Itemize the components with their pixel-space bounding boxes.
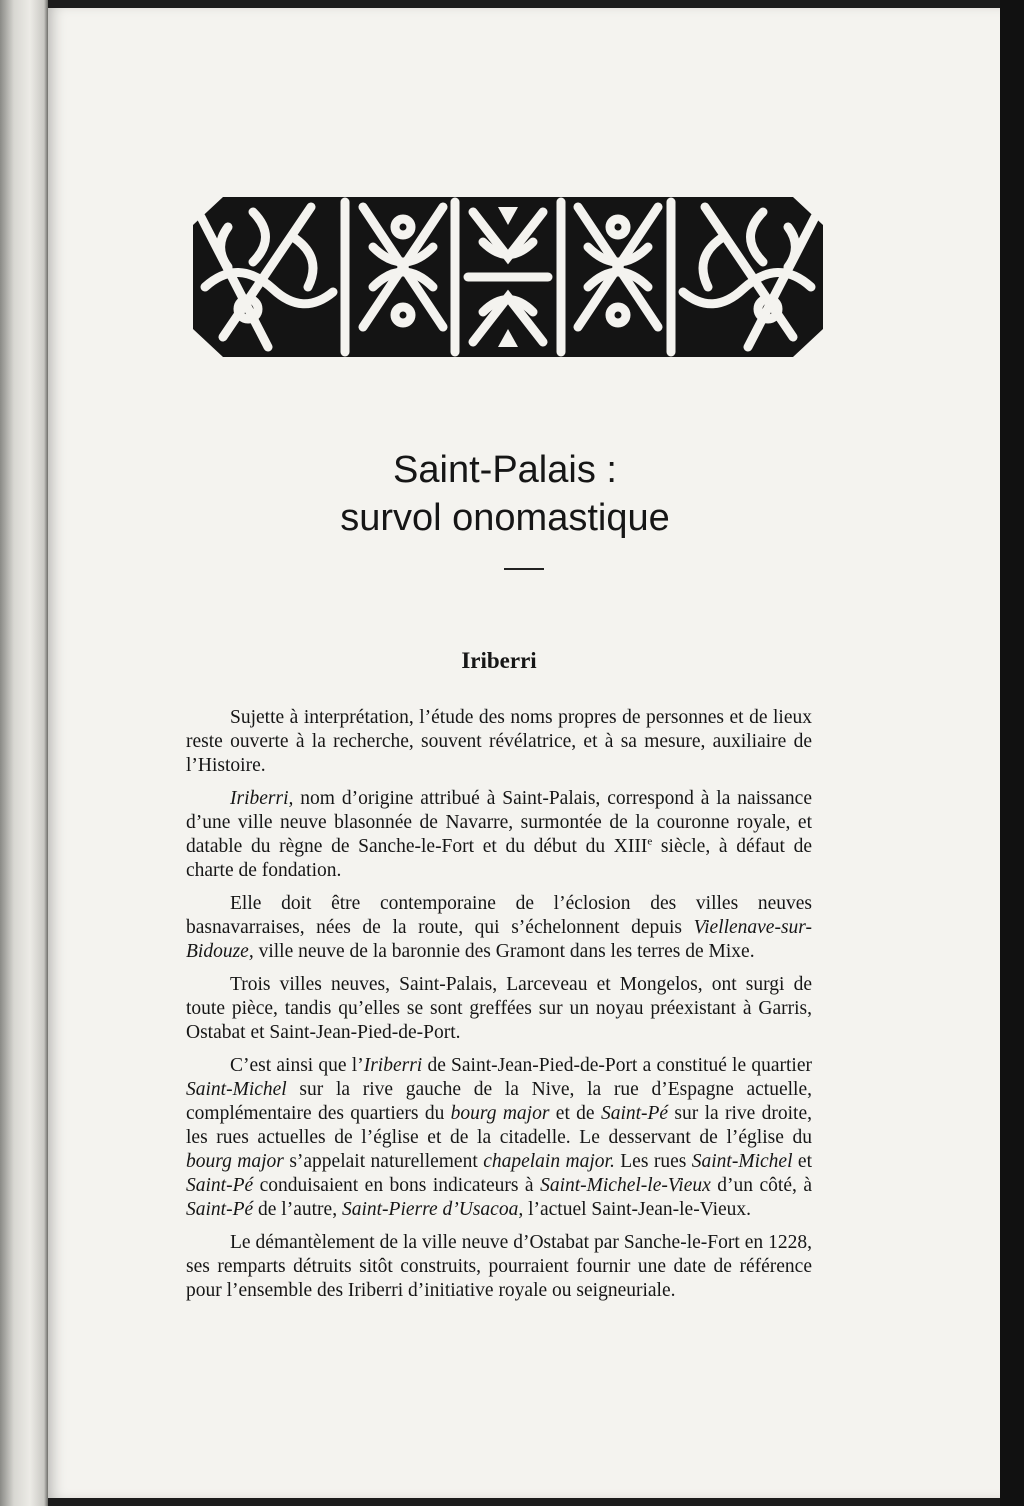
paragraph	[186, 892, 812, 964]
text-run: sur la rive gauche de la Nive, la rue d’Espagne actuelle, complémentaire des quartiers du	[186, 1079, 812, 1124]
italic-run: Viellenave-sur-Bidouze,	[186, 917, 812, 962]
text-run: d’un côté, à	[710, 1175, 812, 1196]
page-title	[180, 446, 830, 542]
italic-run: bourg major	[450, 1103, 550, 1124]
facing-page-edge	[0, 0, 48, 1506]
text-run: ville neuve de la baronnie des Gramont dans les terres de Mixe.	[253, 941, 755, 962]
text-run: Le démantèlement de la ville neuve d’Ostabat par Sanche-le-Fort en 1228, ses remparts détruits sitôt construits, pourraient fournir une date de référence pour l’ensemble des Iriberri d’initiative royale ou seigneuriale.	[186, 1232, 812, 1301]
text-run: s’appelait naturellement	[283, 1151, 484, 1172]
title-rule	[504, 568, 544, 570]
paragraph	[186, 1231, 812, 1303]
italic-run: Saint-Michel	[186, 1079, 287, 1100]
italic-run: Saint-Michel-le-Vieux	[540, 1175, 711, 1196]
text-run: conduisaient en bons indicateurs à	[253, 1175, 541, 1196]
superscript: e	[647, 835, 653, 848]
section-heading: Iriberri	[461, 648, 537, 673]
text-run: C’est ainsi que l’	[230, 1055, 364, 1076]
text-run: de l’autre,	[253, 1199, 342, 1220]
paragraph	[186, 1054, 812, 1222]
italic-run: Saint-Pierre d’Usacoa,	[341, 1199, 524, 1220]
text-run: et de	[549, 1103, 601, 1124]
title-line-1: Saint-Palais :	[393, 449, 617, 491]
italic-run: Iriberri,	[230, 788, 294, 809]
text-run: Les rues	[614, 1151, 692, 1172]
text-run: sur la rive droite, les rues actuelles de l’église et de la citadelle. Le desservant de l’église du	[186, 1103, 812, 1148]
italic-run: chapelain major.	[483, 1151, 615, 1172]
text-run: nom d’origine attribué à Saint-Palais, correspond à la naissance d’une ville neuve blasonnée de Navarre, surmontée de la couronne royale, et datable du règne de Sanche-le-Fort et du début du XIII	[186, 788, 812, 857]
text-run: l’actuel Saint-Jean-le-Vieux.	[523, 1199, 752, 1220]
text-run: Sujette à interprétation, l’étude des noms propres de personnes et de lieux reste ouverte à la recherche, souvent révélatrice, et à sa mesure, auxiliaire de l’Histoire.	[186, 707, 812, 776]
text-run: Trois villes neuves, Saint-Palais, Larceveau et Mongelos, ont surgi de toute pièce, tandis qu’elles se sont greffées sur un noyau préexistant à Garris, Ostabat et Saint-Jean-Pied-de-Port.	[186, 974, 812, 1043]
text-run: siècle, à défaut de charte de fondation.	[186, 836, 812, 881]
body-text	[186, 706, 812, 1312]
italic-run: Iriberri	[363, 1055, 423, 1076]
italic-run: Saint-Pé	[186, 1199, 254, 1220]
italic-run: bourg major	[186, 1151, 284, 1172]
italic-run: Saint-Michel	[691, 1151, 793, 1172]
paragraph	[186, 787, 812, 883]
italic-run: Saint-Pé	[186, 1175, 254, 1196]
scan-border	[1000, 0, 1024, 1506]
italic-run: Saint-Pé	[600, 1103, 669, 1124]
title-line-2: survol onomastique	[340, 497, 670, 539]
paragraph	[186, 973, 812, 1045]
paragraph	[186, 706, 812, 778]
text-run: Elle doit être contemporaine de l’éclosion des villes neuves basnavarraises, nées de la route, qui s’échelonnent depuis	[186, 893, 812, 938]
text-run: de Saint-Jean-Pied-de-Port a constitué le quartier	[422, 1055, 812, 1076]
text-run: et	[792, 1151, 812, 1172]
basque-ornament-frieze-icon	[193, 197, 823, 357]
